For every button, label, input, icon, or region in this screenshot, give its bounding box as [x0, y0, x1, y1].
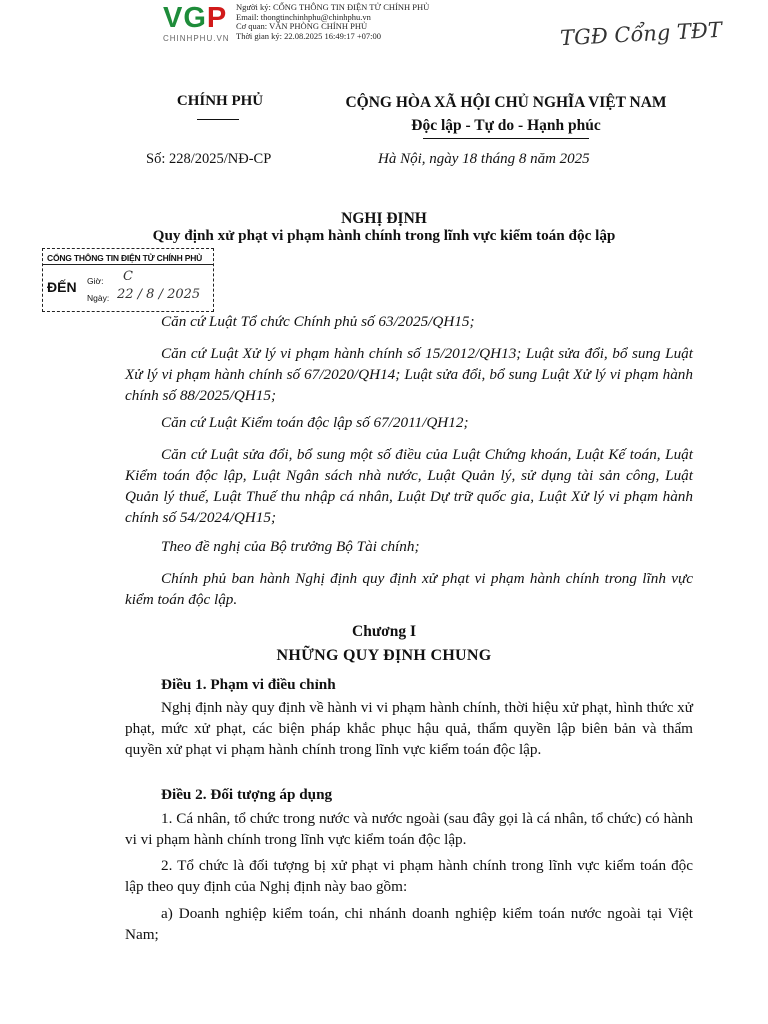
- article-2-heading: Điều 2. Đối tượng áp dụng: [161, 786, 333, 803]
- article-1-text: Nghị định này quy định về hành vi vi phạm hành chính, thời hiệu xử phạt, hình thức xử phạt, mức xử phạt, các biện pháp khắc phục hậu quả, thẩm quyền lập biên bản và thẩm quyền xử phạt vi phạm hành chính trong lĩnh vực kiểm toán độc lập.: [125, 699, 693, 758]
- issuer: [160, 93, 280, 110]
- preamble-basis-1: Căn cứ Luật Tổ chức Chính phủ số 63/2025/QH15;: [161, 313, 475, 330]
- vgp-logo: [163, 2, 227, 34]
- article-1-heading: Điều 1. Phạm vi điều chỉnh: [161, 676, 336, 693]
- logo-text: VG: [163, 2, 207, 34]
- preamble-basis-2: Căn cứ Luật Xử lý vi phạm hành chính số 15/2012/QH13; Luật sửa đổi, bổ sung Luật Xử lý vi phạm hành chính số 67/2020/QH14; Luật sửa đổi, bổ sung Luật Xử lý vi phạm hành chính số 88/2025/QH15;: [125, 345, 693, 404]
- preamble-proposal: Theo đề nghị của Bộ trưởng Bộ Tài chính;: [161, 538, 420, 555]
- chapter-number: Chương I: [352, 623, 416, 640]
- stamp-date-value: 22 / 8 / 2025: [117, 287, 201, 302]
- stamp-org: CỔNG THÔNG TIN ĐIỆN TỬ CHÍNH PHỦ: [47, 253, 203, 263]
- stamp-time-label: Giờ:: [87, 276, 104, 286]
- preamble-enactment: Chính phủ ban hành Nghị định quy định xử phạt vi phạm hành chính trong lĩnh vực kiểm toán độc lập.: [125, 570, 693, 608]
- logo-subtext: CHINHPHU.VN: [163, 34, 230, 43]
- stamp-den: ĐẾN: [47, 279, 77, 295]
- chapter-name: NHỮNG QUY ĐỊNH CHUNG: [276, 647, 492, 664]
- preamble-basis-3: Căn cứ Luật Kiểm toán độc lập số 67/2011/QH12;: [161, 414, 469, 431]
- nation-motto: Độc lập - Tự do - Hạnh phúc: [411, 117, 601, 134]
- national-header: [320, 91, 692, 137]
- stamp-divider: [43, 264, 213, 265]
- article-2-clause-2a: a) Doanh nghiệp kiểm toán, chi nhánh doanh nghiệp kiểm toán nước ngoài tại Việt Nam;: [125, 905, 693, 943]
- article-2-clause-1: 1. Cá nhân, tổ chức trong nước và nước ngoài (sau đây gọi là cá nhân, tổ chức) có hành vi vi phạm hành chính trong lĩnh vực kiểm toán độc lập.: [125, 810, 693, 848]
- issuer-underline: [197, 119, 239, 120]
- signer-line: Người ký: CỔNG THÔNG TIN ĐIỆN TỬ CHÍNH PHỦ: [236, 2, 430, 12]
- handwritten-note: TGĐ Cổng TĐT: [559, 17, 723, 51]
- sign-time-line: Thời gian ký: 22.08.2025 16:49:17 +07:00: [236, 30, 382, 41]
- issuer-name: CHÍNH PHỦ: [176, 93, 264, 109]
- stamp-date-label: Ngày:: [87, 293, 110, 303]
- article-2-clause-2: 2. Tổ chức là đối tượng bị xử phạt vi phạm hành chính trong lĩnh vực kiểm toán độc lập theo quy định của Nghị định này bao gồm:: [125, 857, 693, 895]
- agency-line: Cơ quan: VĂN PHÒNG CHÍNH PHỦ: [236, 21, 368, 31]
- stamp-time-value: C: [123, 269, 133, 284]
- place-date: Hà Nội, ngày 18 tháng 8 năm 2025: [378, 151, 590, 167]
- nation-name: CỘNG HÒA XÃ HỘI CHỦ NGHĨA VIỆT NAM: [345, 94, 667, 111]
- received-stamp: [42, 248, 214, 312]
- email-line: Email: thongtinchinhphu@chinhphu.vn: [236, 11, 371, 22]
- motto-underline: [423, 138, 589, 139]
- document-type: NGHỊ ĐỊNH: [341, 210, 427, 227]
- document-title: Quy định xử phạt vi phạm hành chính trong lĩnh vực kiểm toán độc lập: [152, 227, 616, 244]
- document-number: Số: 228/2025/NĐ-CP: [146, 151, 272, 167]
- digital-signature-info: [236, 3, 429, 41]
- logo-accent: P: [206, 2, 228, 34]
- preamble-basis-4: Căn cứ Luật sửa đổi, bổ sung một số điều của Luật Chứng khoán, Luật Kế toán, Luật Kiểm toán độc lập, Luật Ngân sách nhà nước, Luật Quản lý, sử dụng tài sản công, Luật Quản lý thuế, Luật Thuế thu nhập cá nhân, Luật Dự trữ quốc gia, Luật Xử lý vi phạm hành chính số 54/2024/QH15;: [125, 446, 693, 526]
